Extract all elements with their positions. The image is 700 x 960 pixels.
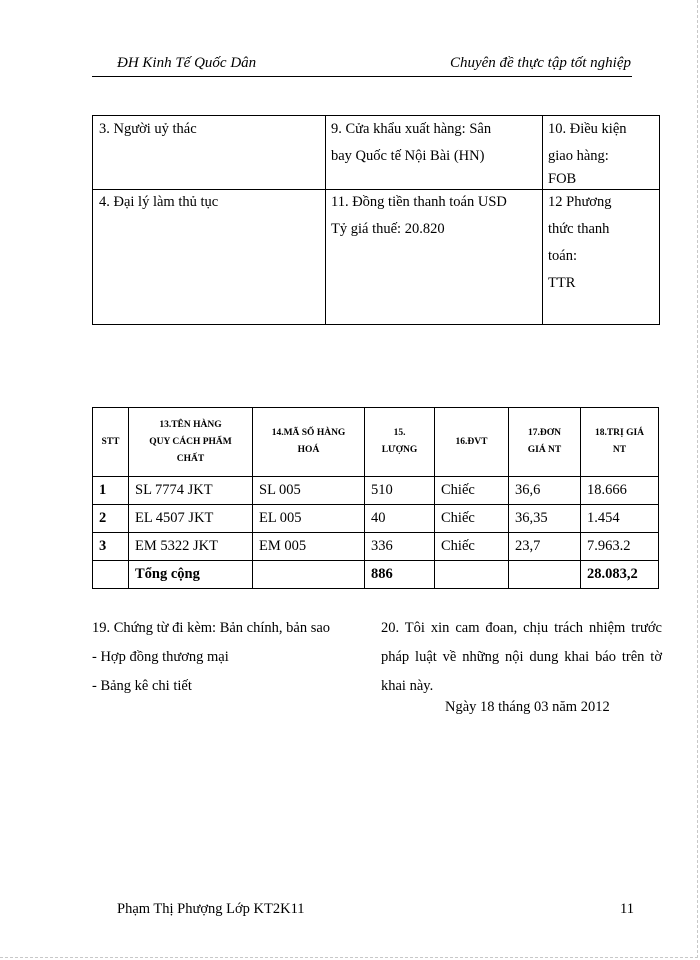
row-stt: 3: [93, 533, 129, 561]
delivery-terms-value: FOB: [548, 171, 577, 187]
row-value: 18.666: [581, 477, 659, 505]
row-goods-code: EM 005: [253, 533, 365, 561]
attached-document-item: - Bảng kê chi tiết: [92, 678, 192, 694]
row-goods-name: EL 4507 JKT: [129, 505, 253, 533]
row-unit: Chiếc: [435, 477, 509, 505]
row-goods-name: EM 5322 JKT: [129, 533, 253, 561]
tax-exchange-rate: Tỷ giá thuế: 20.820: [331, 221, 445, 237]
row-goods-code: EL 005: [253, 505, 365, 533]
row-unit-price: 23,7: [509, 533, 581, 561]
header-line: 17.ĐƠN: [528, 428, 561, 438]
header-line: CHẤT: [176, 453, 205, 464]
delivery-terms-line1: 10. Điều kiện: [548, 121, 627, 137]
attached-documents-section: [92, 614, 372, 701]
payment-currency: 11. Đồng tiền thanh toán USD: [331, 194, 507, 210]
col-header-goods-name: [129, 408, 253, 477]
header-line: GIÁ NT: [527, 445, 562, 455]
total-quantity: 886: [365, 561, 435, 589]
col-header-goods-code: [253, 408, 365, 477]
row-unit-price: 36,6: [509, 477, 581, 505]
row-value: 1.454: [581, 505, 659, 533]
row-goods-code: SL 005: [253, 477, 365, 505]
goods-table: [92, 407, 659, 589]
payment-method-line1: 12 Phương: [548, 194, 612, 210]
table-row: [93, 477, 659, 505]
row-quantity: 40: [365, 505, 435, 533]
total-stt-empty: [93, 561, 129, 589]
table-header-row: [93, 408, 659, 477]
header-line: QUY CÁCH PHẨM: [149, 436, 232, 447]
col-header-unit-price: [509, 408, 581, 477]
header-line: 15.: [393, 428, 406, 438]
export-gate-line1: 9. Cửa khẩu xuất hàng: Sân: [331, 121, 492, 137]
declaration-table: [92, 115, 660, 325]
total-price-empty: [509, 561, 581, 589]
header-line: 14.MÃ SỐ HÀNG: [271, 428, 346, 438]
table-divider: [542, 116, 543, 324]
header-line: HOÁ: [297, 445, 320, 455]
row-quantity: 336: [365, 533, 435, 561]
export-gate-line2: bay Quốc tế Nội Bài (HN): [331, 148, 485, 164]
header-line: 13.TÊN HÀNG: [159, 419, 222, 430]
total-unit-empty: [435, 561, 509, 589]
payment-method-line3: toán:: [548, 248, 577, 264]
row-unit: Chiếc: [435, 505, 509, 533]
col-header-unit: 16.ĐVT: [435, 408, 509, 477]
attached-document-item: - Hợp đồng thương mại: [92, 649, 229, 665]
total-code-empty: [253, 561, 365, 589]
consignor-cell: 3. Người uỷ thác: [99, 121, 197, 137]
payment-method-value: TTR: [548, 275, 576, 291]
row-value: 7.963.2: [581, 533, 659, 561]
declaration-date: Ngày 18 tháng 03 năm 2012: [445, 699, 610, 715]
header-line: LƯỢNG: [381, 445, 418, 455]
row-unit-price: 36,35: [509, 505, 581, 533]
total-label: Tổng cộng: [129, 561, 253, 589]
header-document-title: Chuyên đề thực tập tốt nghiệp: [449, 55, 631, 71]
row-unit: Chiếc: [435, 533, 509, 561]
total-value: 28.083,2: [581, 561, 659, 589]
row-stt: 2: [93, 505, 129, 533]
table-row: [93, 505, 659, 533]
page-number: 11: [620, 901, 634, 917]
table-divider: [325, 116, 326, 324]
row-stt: 1: [93, 477, 129, 505]
col-header-value: [581, 408, 659, 477]
header-line: NT: [612, 445, 627, 455]
total-row: [93, 561, 659, 589]
attached-documents-title: 19. Chứng từ đi kèm: Bản chính, bản sao: [92, 620, 331, 636]
delivery-terms-line2: giao hàng:: [548, 148, 609, 164]
header-university: ĐH Kinh Tế Quốc Dân: [117, 55, 257, 71]
footer-author: Phạm Thị Phượng Lớp KT2K11: [117, 901, 305, 917]
payment-method-line2: thức thanh: [548, 221, 610, 237]
row-quantity: 510: [365, 477, 435, 505]
table-row: [93, 533, 659, 561]
header-divider: [92, 76, 632, 77]
header-line: 18.TRỊ GIÁ: [594, 428, 645, 438]
row-goods-name: SL 7774 JKT: [129, 477, 253, 505]
customs-agent-cell: 4. Đại lý làm thủ tục: [99, 194, 219, 210]
col-header-quantity: [365, 408, 435, 477]
declaration-statement: 20. Tôi xin cam đoan, chịu trách nhiệm trước pháp luật về những nội dung khai báo trên tờ khai này.: [381, 620, 662, 694]
col-header-stt: STT: [93, 408, 129, 477]
